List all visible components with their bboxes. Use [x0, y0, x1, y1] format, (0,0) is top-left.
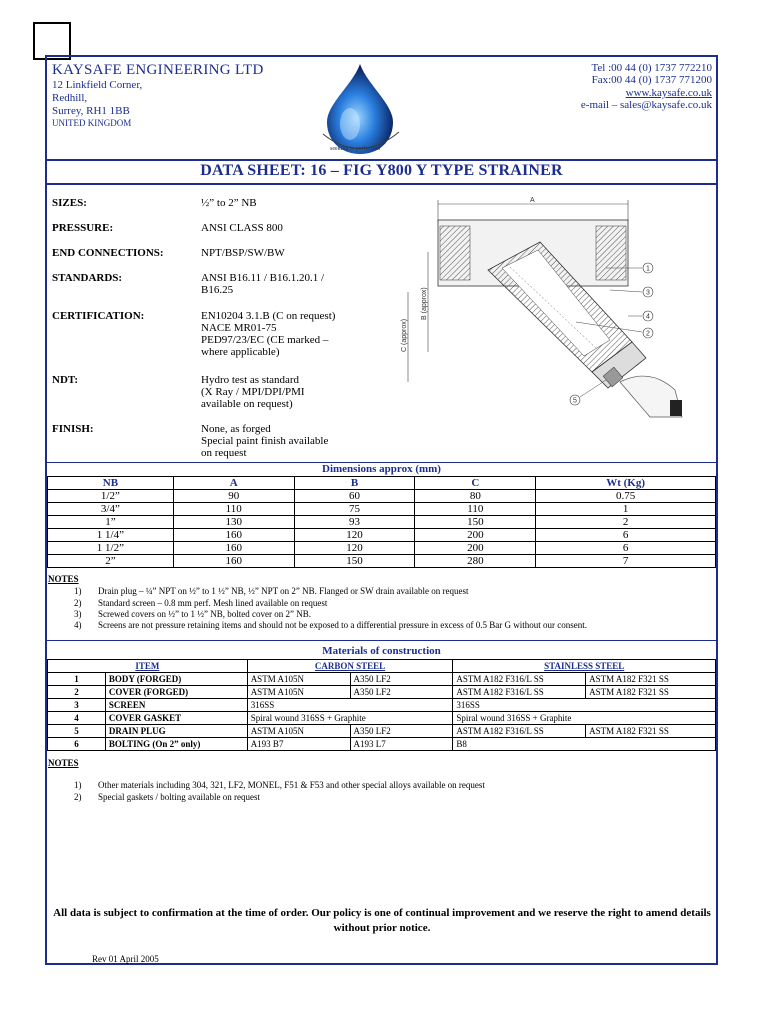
carbon-steel-alt: A350 LF2 [350, 673, 453, 686]
item-number: 5 [48, 725, 106, 738]
carbon-steel-grade: ASTM A105N [247, 686, 350, 699]
spec-value-ndt-3: available on request) [201, 398, 293, 410]
dimensions-heading: Dimensions approx (mm) [322, 463, 441, 475]
spec-value-ndt-2: (X Ray / MPI/DPI/PMI [201, 386, 305, 398]
cell-b: 120 [294, 529, 415, 542]
cell-weight: 7 [536, 555, 716, 568]
table-row [48, 712, 716, 725]
cell-b: 60 [294, 490, 415, 503]
carbon-steel-alt: A193 L7 [350, 738, 453, 751]
dimensions-header-row [48, 477, 716, 490]
spec-value-standards-2: B16.25 [201, 284, 234, 296]
col-header-a: A [173, 477, 294, 490]
cell-b: 75 [294, 503, 415, 516]
dim-label-a: A [530, 197, 535, 204]
spec-label-ndt: NDT: [52, 374, 79, 386]
logo-tagline: seeking to perfection [330, 146, 381, 152]
col-header-c: C [415, 477, 536, 490]
cell-a: 160 [173, 542, 294, 555]
note-text: Screwed covers on ½” to 1 ½” NB, bolted cover on 2” NB. [98, 609, 311, 619]
col-header-weight: Wt (Kg) [536, 477, 716, 490]
item-name: BODY (FORGED) [105, 673, 247, 686]
item-name: BOLTING (On 2” only) [105, 738, 247, 751]
cell-a: 90 [173, 490, 294, 503]
materials-header-row [48, 660, 716, 673]
callout-5: 5 [573, 397, 577, 405]
cell-a: 160 [173, 555, 294, 568]
dimensions-table [47, 476, 716, 568]
telephone: Tel :00 44 (0) 1737 772210 [591, 62, 712, 74]
fax: Fax:00 44 (0) 1737 771200 [591, 74, 712, 86]
item-number: 3 [48, 699, 106, 712]
carbon-steel-grade: ASTM A105N [247, 673, 350, 686]
dim-label-c: C (approx) [401, 318, 408, 352]
spec-label-sizes: SIZES: [52, 197, 87, 209]
table-row [48, 503, 716, 516]
stainless-steel-grade: B8 [453, 738, 716, 751]
stainless-steel-grade: Spiral wound 316SS + Graphite [453, 712, 716, 725]
title-divider [45, 183, 718, 185]
table-row [48, 542, 716, 555]
note-item [74, 609, 704, 620]
note-item [74, 598, 704, 609]
note-number: 2) [74, 792, 82, 802]
address-line-2: Redhill, [52, 92, 88, 104]
item-number: 6 [48, 738, 106, 751]
item-number: 2 [48, 686, 106, 699]
table-row [48, 725, 716, 738]
note-item [74, 586, 704, 597]
disclaimer: All data is subject to confirmation at the time of order. Our policy is one of continual improvement and we reserve the right to amend details without prior notice. [53, 907, 711, 934]
water-drop-icon [305, 62, 415, 157]
spec-label-pressure: PRESSURE: [52, 222, 114, 234]
table-row [48, 673, 716, 686]
cell-weight: 1 [536, 503, 716, 516]
table-row [48, 516, 716, 529]
note-text: Standard screen – 0.8 mm perf. Mesh lined available on request [98, 598, 328, 608]
stainless-steel-grade: ASTM A182 F316/L SS [453, 686, 586, 699]
col-header-nb: NB [48, 477, 174, 490]
spec-value-certification-4: where applicable) [201, 346, 280, 358]
col-header-b: B [294, 477, 415, 490]
page-title: DATA SHEET: 16 – FIG Y800 Y TYPE STRAINER [200, 162, 563, 179]
cell-a: 130 [173, 516, 294, 529]
carbon-steel-grade: A193 B7 [247, 738, 350, 751]
note-item [74, 620, 704, 631]
carbon-steel-grade: ASTM A105N [247, 725, 350, 738]
cell-weight: 0.75 [536, 490, 716, 503]
stainless-steel-grade: ASTM A182 F316/L SS [453, 673, 586, 686]
notes-title: NOTES [48, 758, 79, 768]
note-text: Special gaskets / bolting available on request [98, 792, 260, 802]
spec-label-standards: STANDARDS: [52, 272, 123, 284]
cell-a: 160 [173, 529, 294, 542]
spec-label-finish: FINISH: [52, 423, 94, 435]
col-header-carbon-steel: CARBON STEEL [247, 660, 453, 673]
cell-nb: 1” [48, 516, 174, 529]
spec-value-certification-3: PED97/23/EC (CE marked – [201, 334, 329, 346]
website-link[interactable]: www.kaysafe.co.uk [625, 87, 712, 99]
cell-c: 200 [415, 529, 536, 542]
spec-label-end-connections: END CONNECTIONS: [52, 247, 164, 259]
notes-divider [45, 640, 718, 641]
item-name: COVER (FORGED) [105, 686, 247, 699]
spec-value-end-connections: NPT/BSP/SW/BW [201, 247, 285, 259]
cell-c: 110 [415, 503, 536, 516]
carbon-steel-grade: 316SS [247, 699, 453, 712]
cell-c: 80 [415, 490, 536, 503]
table-row [48, 555, 716, 568]
stainless-steel-grade: ASTM A182 F316/L SS [453, 725, 586, 738]
spec-value-standards-1: ANSI B16.11 / B16.1.20.1 / [201, 272, 325, 284]
item-number: 1 [48, 673, 106, 686]
carbon-steel-alt: A350 LF2 [350, 725, 453, 738]
spec-value-certification-1: EN10204 3.1.B (C on request) [201, 310, 336, 322]
table-row [48, 686, 716, 699]
item-name: DRAIN PLUG [105, 725, 247, 738]
note-text: Drain plug – ¼” NPT on ½” to 1 ½” NB, ½” NPT on 2” NB. Flanged or SW drain available on request [98, 586, 469, 596]
note-item [74, 792, 704, 803]
cell-nb: 3/4” [48, 503, 174, 516]
cell-nb: 1 1/2” [48, 542, 174, 555]
spec-value-certification-2: NACE MR01-75 [201, 322, 277, 334]
note-number: 1) [74, 780, 82, 790]
email-link[interactable]: e-mail – sales@kaysafe.co.uk [580, 99, 712, 111]
address-line-3: Surrey, RH1 1BB [52, 105, 130, 117]
note-number: 4) [74, 620, 82, 630]
cell-b: 150 [294, 555, 415, 568]
callout-4: 4 [646, 313, 650, 321]
note-text: Other materials including 304, 321, LF2, MONEL, F51 & F53 and other special alloys available on request [98, 780, 485, 790]
note-text: Screens are not pressure retaining items and should not be exposed to a differential pressure in excess of 0.5 Bar G without our consent. [98, 620, 587, 630]
carbon-steel-alt: A350 LF2 [350, 686, 453, 699]
cell-weight: 2 [536, 516, 716, 529]
item-name: COVER GASKET [105, 712, 247, 725]
callout-3: 3 [646, 289, 650, 297]
address-line-1: 12 Linkfield Corner, [52, 79, 143, 91]
item-number: 4 [48, 712, 106, 725]
stainless-steel-alt: ASTM A182 F321 SS [586, 725, 716, 738]
strainer-drawing [370, 192, 710, 422]
col-header-stainless-steel: STAINLESS STEEL [453, 660, 716, 673]
spec-value-ndt-1: Hydro test as standard [201, 374, 300, 386]
cell-weight: 6 [536, 529, 716, 542]
cell-b: 120 [294, 542, 415, 555]
header-divider [45, 159, 718, 161]
dim-label-b: B (approx) [421, 287, 428, 320]
cell-nb: 1 1/4” [48, 529, 174, 542]
cell-nb: 2” [48, 555, 174, 568]
cell-c: 280 [415, 555, 536, 568]
note-number: 1) [74, 586, 82, 596]
callout-1: 1 [646, 265, 650, 273]
cell-nb: 1/2” [48, 490, 174, 503]
spec-value-finish-2: Special paint finish available [201, 435, 329, 447]
spec-value-sizes: ½” to 2” NB [201, 197, 257, 209]
spec-value-finish-1: None, as forged [201, 423, 271, 435]
note-number: 2) [74, 598, 82, 608]
stainless-steel-alt: ASTM A182 F321 SS [586, 686, 716, 699]
spec-label-certification: CERTIFICATION: [52, 310, 145, 322]
revision-label: Rev 01 April 2005 [92, 954, 159, 964]
table-row [48, 529, 716, 542]
notes-title: NOTES [48, 574, 79, 584]
cell-b: 93 [294, 516, 415, 529]
address-line-4: UNITED KINGDOM [52, 118, 132, 128]
spec-value-pressure: ANSI CLASS 800 [201, 222, 283, 234]
table-row [48, 738, 716, 751]
stainless-steel-grade: 316SS [453, 699, 716, 712]
item-name: SCREEN [105, 699, 247, 712]
cell-c: 200 [415, 542, 536, 555]
table-row [48, 699, 716, 712]
table-row [48, 490, 716, 503]
note-item [74, 780, 704, 791]
cell-a: 110 [173, 503, 294, 516]
company-name: KAYSAFE ENGINEERING LTD [52, 62, 264, 78]
company-logo [305, 62, 415, 157]
cell-weight: 6 [536, 542, 716, 555]
spec-value-finish-3: on request [201, 447, 247, 459]
note-number: 3) [74, 609, 82, 619]
materials-heading: Materials of construction [322, 645, 441, 657]
carbon-steel-grade: Spiral wound 316SS + Graphite [247, 712, 453, 725]
materials-table [47, 659, 716, 751]
cell-c: 150 [415, 516, 536, 529]
col-header-item: ITEM [48, 660, 248, 673]
callout-2: 2 [646, 330, 650, 338]
stainless-steel-alt: ASTM A182 F321 SS [586, 673, 716, 686]
